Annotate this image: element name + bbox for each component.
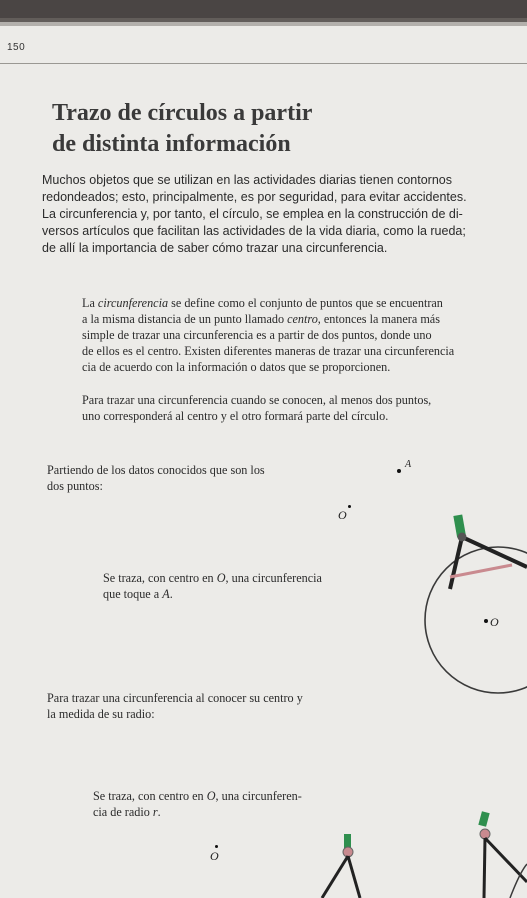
term-centro: centro — [287, 312, 318, 326]
step-text: , una circunferen- — [215, 789, 302, 803]
def-text: se define como el conjunto de puntos que se encuentran — [168, 296, 443, 310]
var-o: O — [206, 789, 216, 803]
var-r: r — [152, 805, 158, 819]
page-top-shadow — [0, 18, 527, 26]
two-points-paragraph — [82, 392, 527, 424]
intro-line: La circunferencia y, por tanto, el círculo, se emplea en la construcción de di- — [42, 207, 463, 221]
center-dot — [484, 619, 488, 623]
var-o: O — [216, 571, 226, 585]
step-text: . — [169, 587, 173, 601]
compass-left-leg — [322, 856, 348, 898]
step-text: cia de radio — [93, 805, 153, 819]
drawn-circle — [425, 547, 527, 693]
figure1-o-label: O — [490, 615, 499, 629]
term-circunferencia: circunferencia — [97, 296, 169, 310]
compass-right-leg — [348, 856, 360, 898]
title-line-2: de distinta información — [52, 131, 291, 157]
def-line: simple de trazar una circunferencia es a partir de dos puntos, donde uno — [82, 328, 432, 342]
case2-text — [47, 690, 407, 722]
paragraph-line: uno corresponderá al centro y el otro formará parte del círculo. — [82, 409, 389, 423]
case1-step-text — [103, 570, 403, 602]
compass-handle — [478, 811, 489, 827]
case2-step-text — [93, 788, 393, 820]
case2-line: Para trazar una circunferencia al conocer su centro y — [47, 691, 303, 705]
header-rule — [0, 63, 527, 64]
compass-hinge — [458, 533, 467, 542]
page-title — [52, 98, 522, 160]
point-o-label: O — [338, 508, 347, 522]
step-text: . — [157, 805, 161, 819]
step-text: , una circunferencia — [225, 571, 322, 585]
case2-line: la medida de su radio: — [47, 707, 155, 721]
case1-line: dos puntos: — [47, 479, 103, 493]
case1-line: Partiendo de los datos conocidos que son los — [47, 463, 265, 477]
compass-hinge — [480, 829, 490, 839]
compass-hinge — [343, 847, 353, 857]
point-o-dot — [348, 505, 351, 508]
intro-line: versos artículos que facilitan las actividades de la vida diaria, como la rueda; — [42, 224, 466, 238]
title-line-1: Trazo de círculos a partir — [52, 100, 313, 126]
def-text: La — [82, 296, 98, 310]
def-text: a la misma distancia de un punto llamado — [82, 312, 288, 326]
step-text: Se traza, con centro en — [93, 789, 207, 803]
compass-tracing-figure — [450, 812, 527, 898]
case1-text — [47, 462, 367, 494]
def-line: de ellos es el centro. Existen diferentes maneras de trazar una circunferencia — [82, 344, 455, 358]
step-text: Se traza, con centro en — [103, 571, 217, 585]
compass-pink-arm — [450, 565, 512, 577]
var-a: A — [162, 587, 170, 601]
intro-line: de allí la importancia de saber cómo trazar una circunferencia. — [42, 241, 388, 255]
compass-right-leg — [485, 838, 527, 882]
step-text: que toque a — [103, 587, 163, 601]
case2-o-label: O — [210, 849, 219, 863]
compass-left-leg — [484, 838, 485, 898]
def-text: , entonces la manera más — [317, 312, 440, 326]
case2-o-dot — [215, 845, 218, 848]
point-a-label: A — [405, 459, 412, 470]
definition-paragraph — [82, 295, 527, 375]
paragraph-line: Para trazar una circunferencia cuando se conocen, al menos dos puntos, — [82, 393, 432, 407]
page-number: 150 — [7, 42, 26, 53]
intro-line: redondeados; esto, principalmente, es por seguridad, para evitar accidentes. — [42, 190, 467, 204]
intro-line: Muchos objetos que se utilizan en las actividades diarias tienen contornos — [42, 173, 452, 187]
def-line: cia de acuerdo con la información o datos que se proporcionen. — [82, 360, 391, 374]
compass-measuring-figure — [300, 830, 380, 898]
point-a-dot — [397, 469, 401, 473]
intro-paragraph — [42, 172, 527, 257]
compass-circle-figure — [400, 505, 527, 695]
